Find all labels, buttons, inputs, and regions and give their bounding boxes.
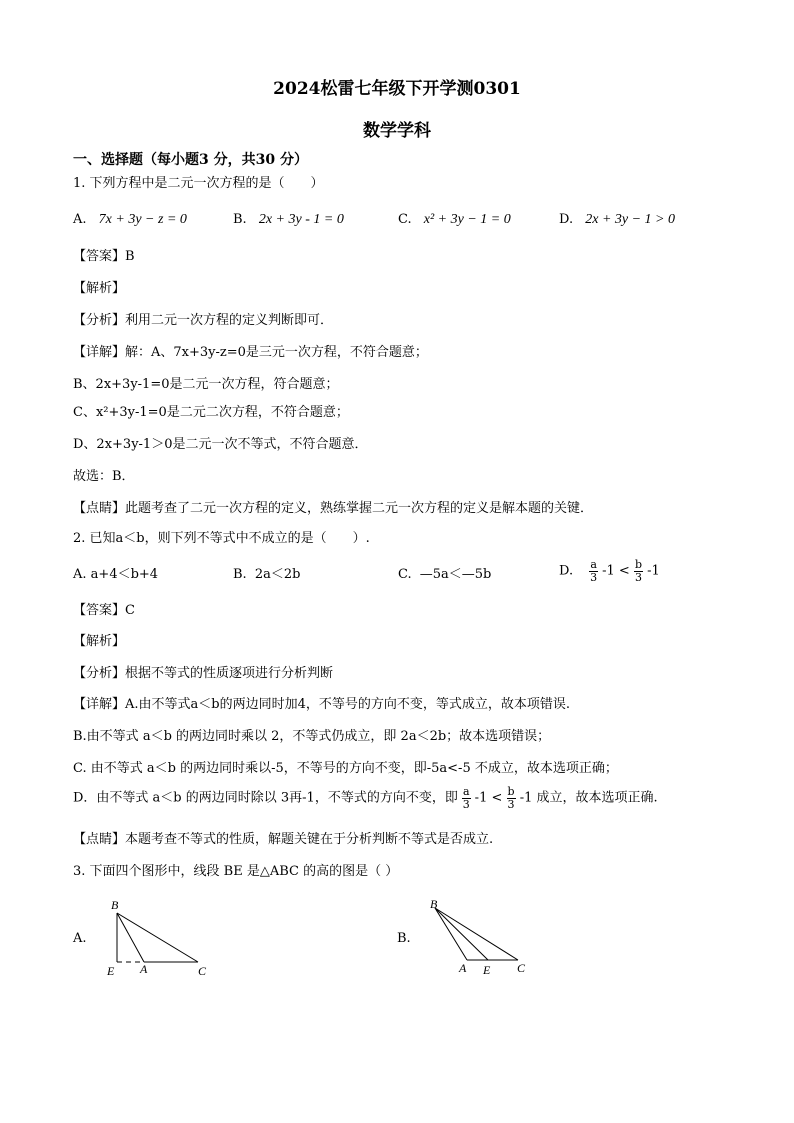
q1-option-a xyxy=(73,212,187,228)
segment-be xyxy=(435,908,488,960)
q1-option-c xyxy=(398,212,511,228)
q2-answer: 【答案】C xyxy=(73,603,135,618)
q2-detail-line: C. 由不等式 a＜b 的两边同时乘以-5，不等号的方向不变，即-5a<-5 不成立，故本选项正确； xyxy=(73,761,618,776)
fraction-b-over-3: $\frac{b}{3}$ xyxy=(634,558,642,584)
q1-detail-line: 【详解】解：A、7x+3y-z=0是三元一次方程，不符合题意； xyxy=(73,345,428,360)
point-c-label: C xyxy=(198,964,207,978)
q1-option-d xyxy=(559,212,675,228)
fraction-b-over-3: $\frac{b}{3}$ xyxy=(507,785,515,811)
section-heading: 一、选择题（每小题3 分，共30 分） xyxy=(73,152,308,168)
point-c-label: C xyxy=(517,961,526,975)
q2-option-c-text: —5a＜—5b xyxy=(419,567,492,582)
q1-option-c-label: C. xyxy=(398,212,412,227)
q1-option-c-text: x² + 3y − 1 = 0 xyxy=(423,212,511,227)
point-b-label: B xyxy=(430,897,438,911)
q2-option-b-label: B. xyxy=(233,567,247,582)
q2-detail-line: 【详解】A.由不等式a＜b的两边同时加4，不等号的方向不变，等式成立，故本项错误. xyxy=(73,697,570,712)
q1-detail-line: 故选：B． xyxy=(73,469,135,484)
q2-jiexi: 【解析】 xyxy=(73,634,126,649)
point-b-label: B xyxy=(111,898,119,912)
q1-answer: 【答案】B xyxy=(73,249,135,264)
q1-option-a-label: A. xyxy=(73,212,87,227)
q1-stem: 1. 下列方程中是二元一次方程的是（ ） xyxy=(73,176,324,191)
segment-bc xyxy=(117,913,198,962)
segment-ba xyxy=(117,913,144,962)
q3-figure-b-label: B. xyxy=(397,931,411,946)
page-title: 2024松雷七年级下开学测0301 xyxy=(273,79,521,99)
q2-option-a xyxy=(73,567,158,583)
q1-option-b xyxy=(233,212,344,228)
point-a-label: A xyxy=(459,961,467,975)
q2-option-c xyxy=(398,567,491,583)
q1-jiexi: 【解析】 xyxy=(73,281,126,296)
q3-figure-b xyxy=(420,893,550,983)
q2-fenxi: 【分析】根据不等式的性质逐项进行分析判断 xyxy=(73,666,334,681)
q1-detail-line: C、x²+3y-1=0是二元二次方程，不符合题意； xyxy=(73,405,349,420)
q2-option-a-label: A. xyxy=(73,567,87,582)
q1-fenxi: 【分析】利用二元一次方程的定义判断即可． xyxy=(73,313,334,328)
q2-stem: 2. 已知a＜b，则下列不等式中不成立的是（ ）. xyxy=(73,531,370,546)
q2-option-d: D. $\frac{a}{3}$ -1 < $\frac{b}{3}$ -1 xyxy=(559,558,660,584)
q2-option-a-text: a+4＜b+4 xyxy=(90,567,159,582)
q2-detail-line: B.由不等式 a＜b 的两边同时乘以 2，不等式仍成立，即 2a＜2b；故本选项错误； xyxy=(73,729,551,744)
q2-dianjing: 【点睛】本题考查不等式的性质，解题关键在于分析判断不等式是否成立. xyxy=(73,832,494,847)
q1-option-d-text: 2x + 3y − 1 > 0 xyxy=(585,212,676,227)
q2-option-d-label: D. xyxy=(559,563,574,579)
q2-option-c-label: C. xyxy=(398,567,412,582)
q1-dianjing: 【点睛】此题考查了二元一次方程的定义，熟练掌握二元一次方程的定义是解本题的关键． xyxy=(73,501,594,516)
q3-figure-a xyxy=(100,895,230,985)
point-e-label: E xyxy=(483,963,491,977)
fraction-a-over-3: $\frac{a}{3}$ xyxy=(590,558,598,584)
q3-figure-a-label: A. xyxy=(73,931,87,946)
q1-detail-line: B、2x+3y-1=0是二元一次方程，符合题意； xyxy=(73,377,339,392)
q1-option-b-text: 2x + 3y - 1 = 0 xyxy=(258,212,344,227)
q1-option-a-text: 7x + 3y − z = 0 xyxy=(98,212,187,227)
subject-title: 数学学科 xyxy=(363,121,431,141)
segment-bc xyxy=(435,908,518,960)
q2-detail-line-d: D．由不等式 a＜b 的两边同时除以 3再-1，不等式的方向不变，即 $\frac{a}{3}$ -1 < $\frac{b}{3}$ -1 成立，故本选项正确. xyxy=(73,785,658,811)
q1-detail-line: D、2x+3y-1＞0是二元一次不等式，不符合题意． xyxy=(73,437,368,452)
point-e-label: E xyxy=(107,964,115,978)
q3-stem: 3. 下面四个图形中，线段 BE 是△ABC 的高的图是（ ） xyxy=(73,864,399,879)
q1-option-b-label: B. xyxy=(233,212,247,227)
point-a-label: A xyxy=(140,962,148,976)
fraction-a-over-3: $\frac{a}{3}$ xyxy=(462,785,470,811)
q2-option-b-text: 2a＜2b xyxy=(254,567,301,582)
q2-option-b xyxy=(233,567,300,583)
q1-option-d-label: D. xyxy=(559,212,574,227)
